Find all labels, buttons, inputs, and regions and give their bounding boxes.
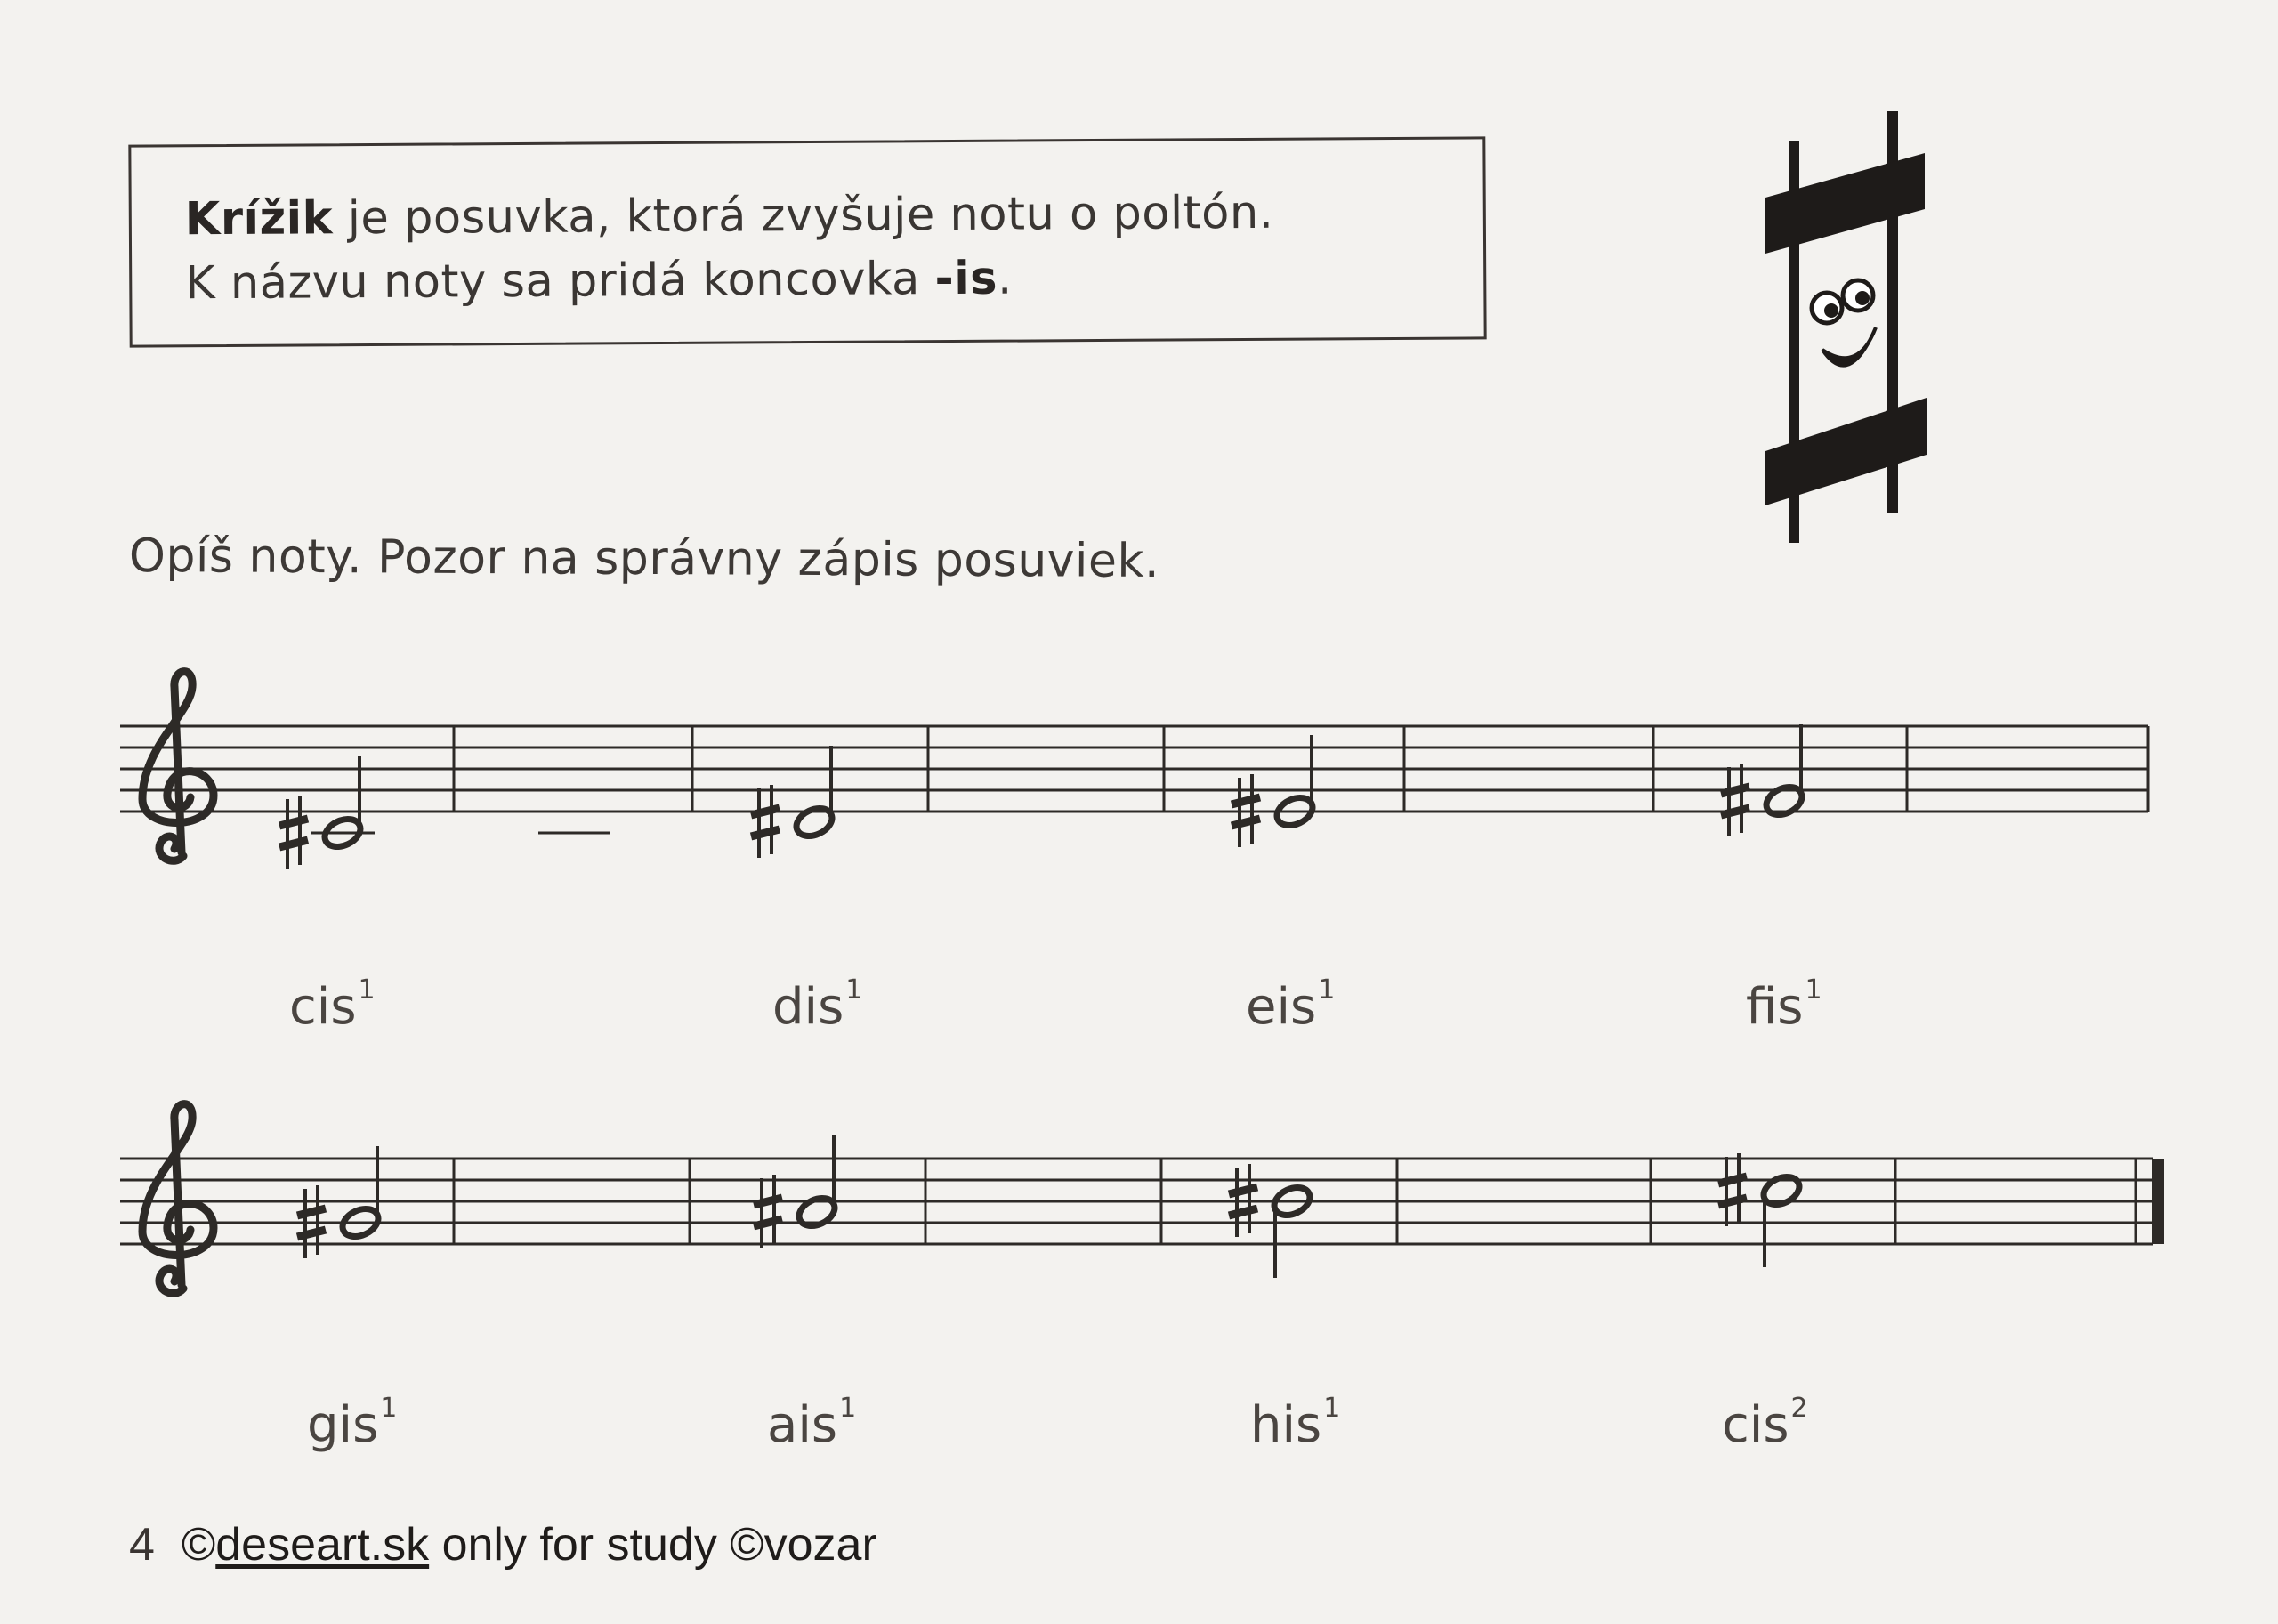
info-line-1 [185,187,1274,246]
note-ais1 [754,1135,839,1248]
exercise-instruction: Opíš noty. Pozor na správny zápis posuviek. [128,529,1160,589]
mascot-face [1812,280,1876,366]
info-suffix: -is [934,252,998,306]
note-octave: 1 [1805,974,1822,1006]
page-footer [129,1518,877,1571]
note-name: cis [1722,1396,1789,1454]
note-label-fis1 [1746,974,1822,1036]
note-octave: 1 [1318,974,1336,1006]
note-octave: 1 [358,974,376,1006]
note-label-ais1 [767,1393,856,1454]
note-name: gis [307,1396,379,1454]
note-fis1 [1721,724,1806,836]
sharp-icon [279,796,308,869]
note-name: dis [772,978,844,1036]
note-label-cis1 [289,974,376,1036]
note-label-his1 [1250,1393,1340,1454]
note-octave: 1 [380,1393,398,1424]
page-number: 4 [129,1519,155,1571]
note-label-cis2 [1722,1393,1808,1454]
sharp-icon [1721,764,1749,836]
note-label-gis1 [307,1393,397,1454]
sharp-icon [1718,1153,1747,1226]
copyright-symbol: © [181,1519,216,1571]
sharp-sign-mascot-icon [1744,107,1922,552]
info-box [128,136,1486,347]
treble-clef-icon [142,672,214,861]
note-label-eis1 [1246,974,1335,1036]
note-octave: 1 [1323,1393,1341,1424]
staff-2 [0,1087,2278,1443]
info-suffix-intro: K názvu noty sa pridá koncovka [185,253,935,311]
note-name: cis [289,978,357,1036]
note-name: eis [1246,978,1317,1036]
note-octave: 1 [845,974,863,1006]
treble-clef-icon [142,1104,214,1294]
note-name: his [1250,1396,1322,1454]
note-name: ais [767,1396,838,1454]
staff-1 [0,655,2278,1011]
sharp-icon [751,785,780,858]
final-barline [2152,1159,2164,1244]
site-link[interactable]: deseart.sk [215,1519,430,1571]
note-octave: 2 [1790,1393,1808,1424]
footer-note: only for study ©vozar [429,1519,877,1571]
note-octave: 1 [839,1393,857,1424]
info-definition: je posuvka, ktorá zvyšuje notu o poltón. [332,186,1274,246]
note-dis1 [751,746,836,858]
info-term: Krížik [184,192,334,246]
note-label-dis1 [772,974,862,1036]
info-suffix-end: . [997,252,1013,305]
note-name: fis [1746,978,1804,1036]
sharp-icon [754,1175,782,1248]
info-line-2 [185,253,1013,311]
note-cis2 [1718,1153,1804,1267]
